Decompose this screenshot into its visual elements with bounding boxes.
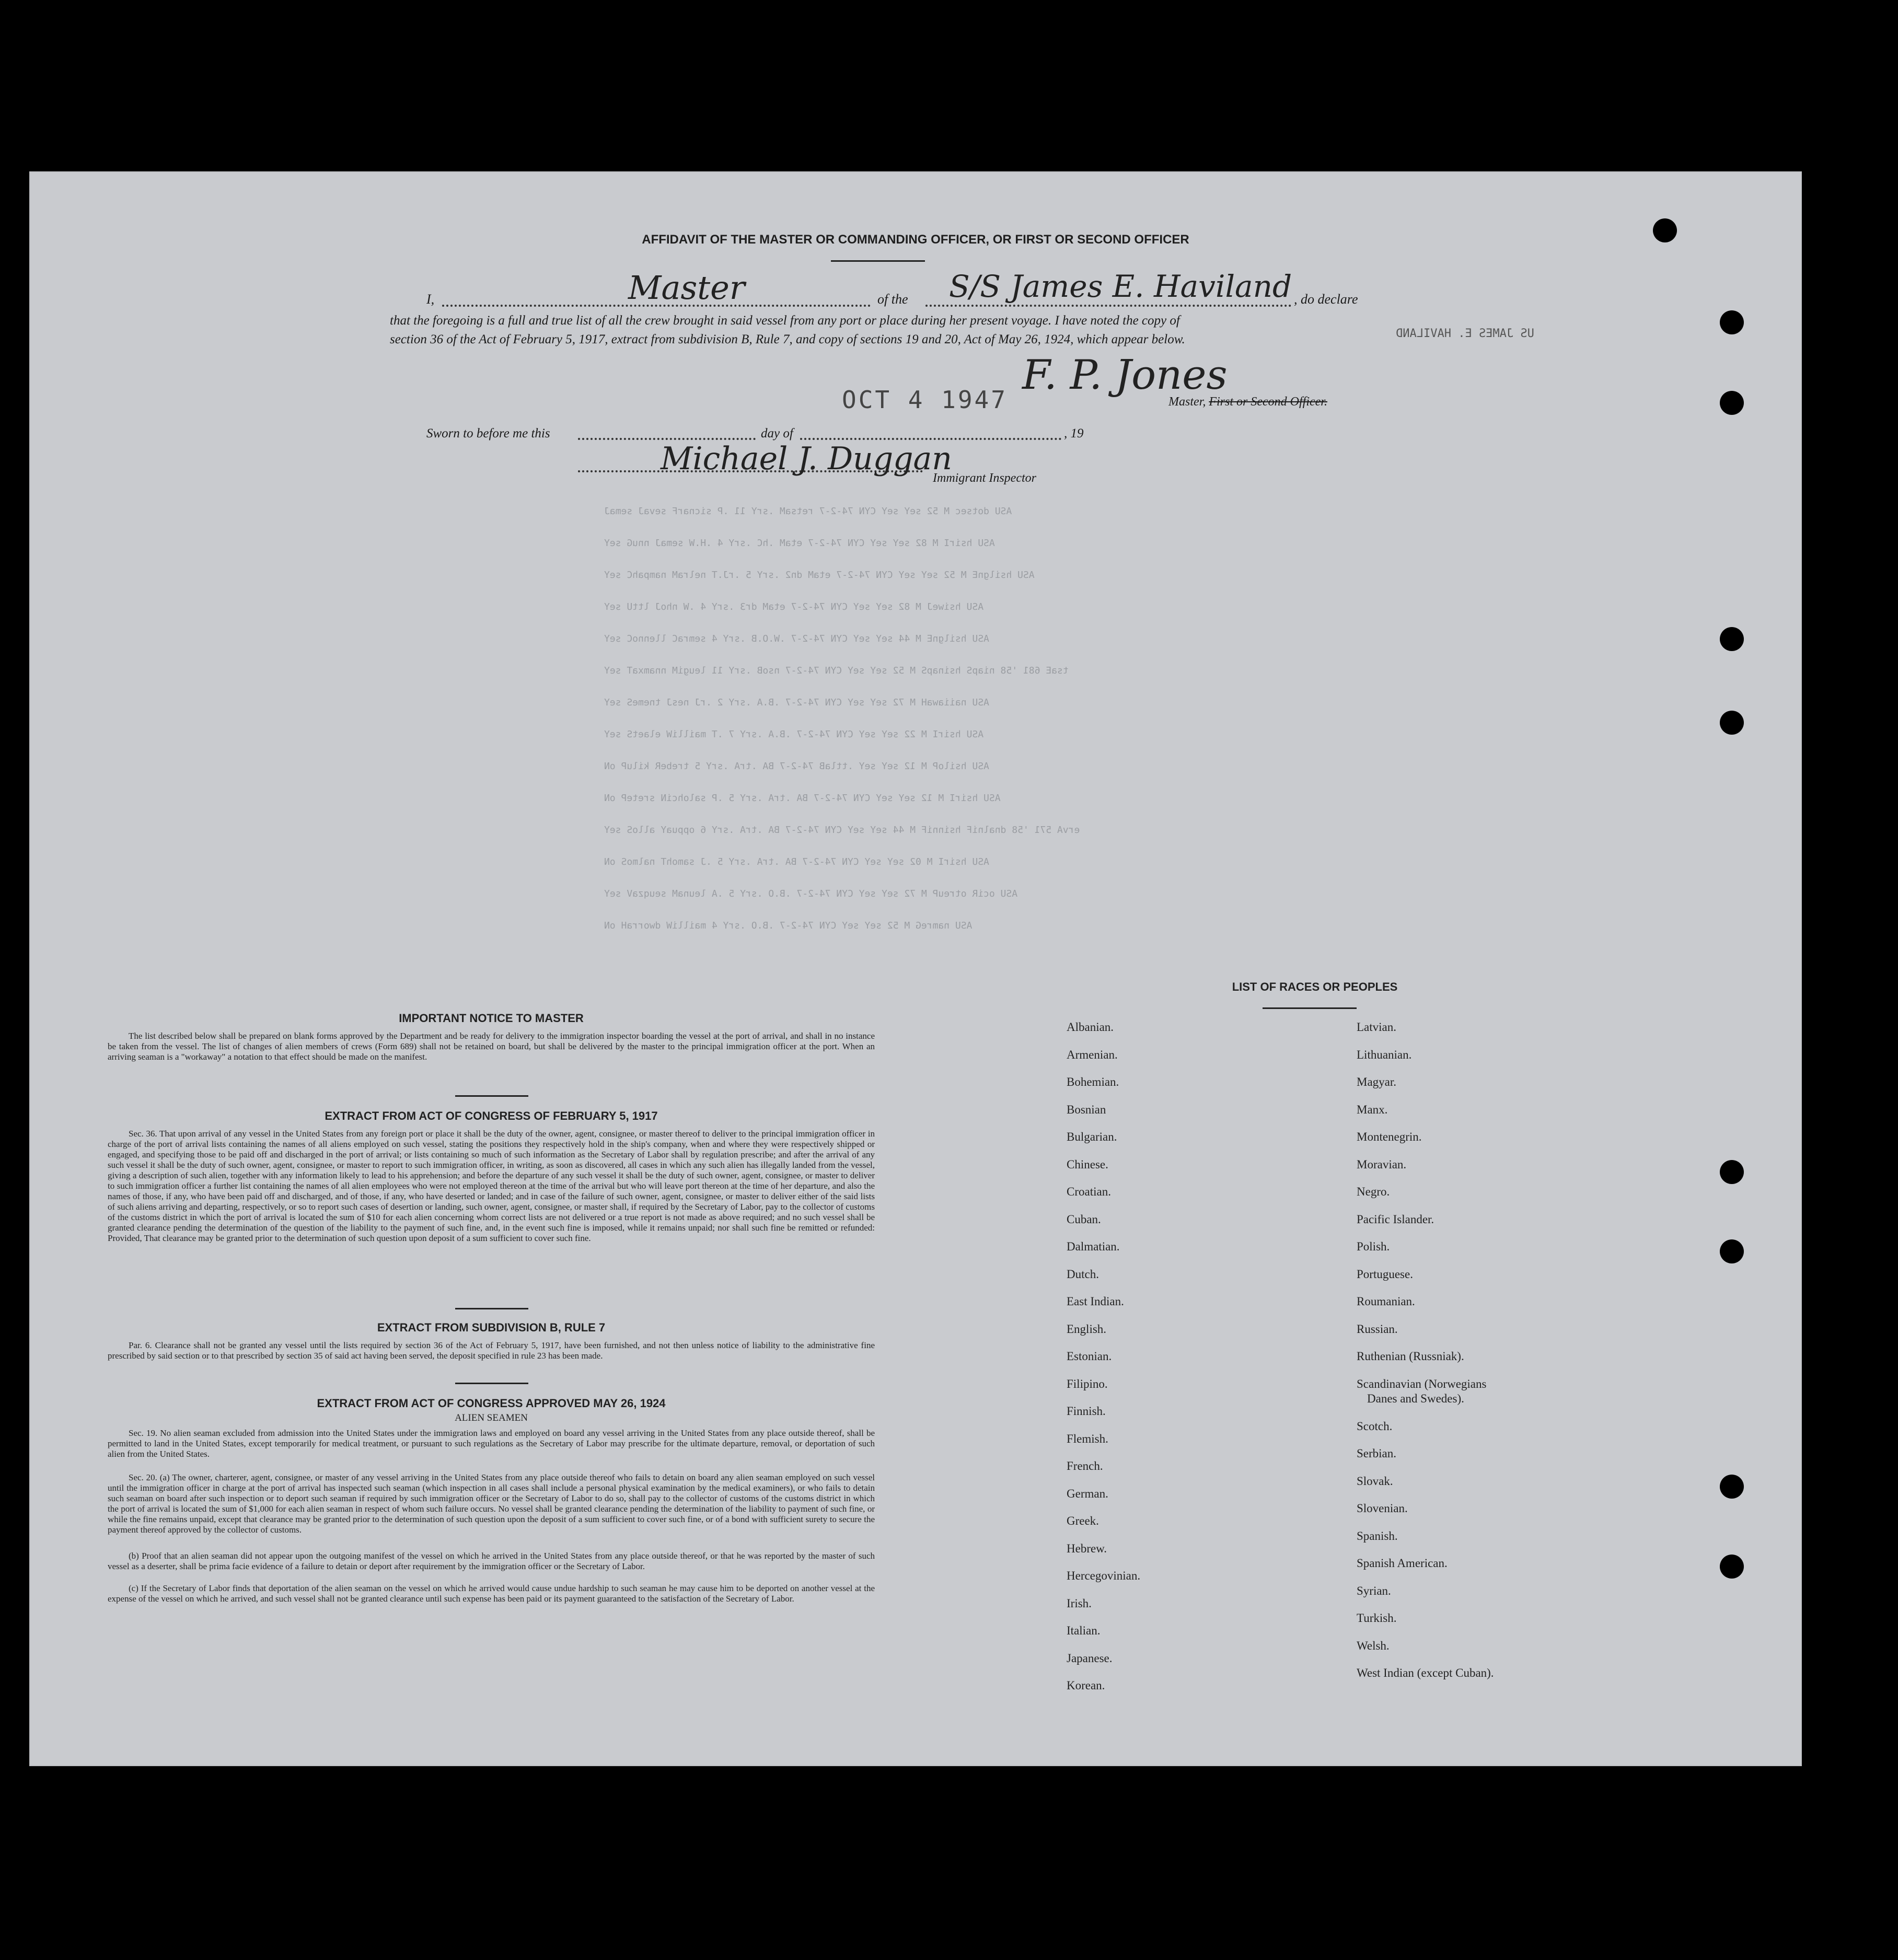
race-item: Flemish.: [1067, 1432, 1108, 1445]
ghost-row: ASU namreG M 52 seY seY CYN 74-2-7 .B.O .srY 4 mailliW dworraH oN: [604, 920, 973, 931]
ghost-row: ASU hsirI M 22 seY seY CYN 74-2-7 .B.A .srY 7 .T mailliW elaetS seY: [604, 729, 984, 740]
extract-1924-sec20b: (b) Proof that an alien seaman did not appear upon the outgoing manifest of the vessel on which he arrived in the United States from any place outside thereof, or that he was reported by the master of such vessel as a deserter, shall be prima facie evidence of a failure to detain or deport after requirement by the immigration officer or the Secretary of Labor.: [108, 1551, 875, 1571]
race-item: Cuban.: [1067, 1212, 1101, 1226]
race-item: Greek.: [1067, 1514, 1099, 1527]
binder-hole: [1720, 310, 1744, 334]
race-item: Bosnian: [1067, 1103, 1106, 1116]
race-item: Pacific Islander.: [1357, 1212, 1434, 1226]
extract-1924-sec20a: Sec. 20. (a) The owner, charterer, agent, consignee, or master of any vessel arriving in the United States from any place outside thereof who fails to detain on board any alien seaman employed on such vessel until the immigration officer in charge at the port of arrival has inspected such seaman (which inspection in all cases shall include a personal physical examination by the medical examiners), or who fails to detain such seaman on board after such inspection or to deport such seaman if required by such immigration officer or the Secretary of Labor to do so, shall pay to the collector of customs of the customs district in which the port of arrival is located the sum of $1,000 for each alien seaman in respect of whom such failure occurs. No vessel shall be granted clearance pending the determination of the liability to payment of such fine, or while the fine remains unpaid, except that clearance may be granted prior to the determination of such question upon the deposit of a sum sufficient to cover such fine, or of a bond with sufficient surety to secure the payment thereof approved by the collector of customs.: [108, 1472, 875, 1535]
binder-hole: [1653, 218, 1677, 242]
races-title: LIST OF RACES OR PEOPLES: [1232, 980, 1398, 993]
race-item: English.: [1067, 1322, 1107, 1336]
document-sheet: [29, 171, 1802, 1766]
signer-title: [1168, 395, 1327, 409]
extract-1924-sec20c: (c) If the Secretary of Labor finds that deportation of the alien seaman on the vessel on which he arrived would cause undue hardship to such seaman he may cause him to be deported on another vessel at the expense of the vessel on which he arrived, and such vessel shall not be granted clearance until such expense has been paid or its payment guaranteed to the satisfaction of the Secretary of Labor.: [108, 1583, 875, 1604]
extract-1917-text: Sec. 36. That upon arrival of any vessel in the United States from any foreign port or place it shall be the duty of the owner, agent, consignee, or master thereof to deliver to the principal immigration officer in charge of the port of arrival lists containing the names of all aliens employed on such vessel, stating the positions they respectively hold in the ship's company, when and where they were respectively shipped or engaged, and specifying those to be paid off and discharged in the port of arrival; or lists containing so much of such information as the Secretary of Labor shall by regulation prescribe; and after the arrival of any such vessel it shall be the duty of such owner, agent, consignee, or master to report to such immigration officer, in writing, as soon as discovered, all cases in which any such alien has illegally landed from the vessel, giving a description of such alien, together with any information likely to lead to his apprehension; and before the departure of any such vessel it shall be the duty of such owner, agent, consignee, or master to deliver to such immigration officer a further list containing the names of all alien employees who were not employed thereon at the time of the arrival but who will leave port thereon at the time of her departure, and also the names of those, if any, who have been paid off and discharged, and of those, if any, who have deserted or landed; and in case of the failure of such owner, agent, consignee, or master to deliver either of the said lists of such aliens arriving and departing, respectively, or so to report such cases of desertion or landing, such owner, agent, consignee, or master shall, if required by the Secretary of Labor, pay to the collector of customs of the customs district in which the port of arrival is located the sum of $10 for each alien concerning whom correct lists are not delivered or a true report is not made as above required; and no such vessel shall be granted clearance pending the determination of the question of the liability to the payment of such fine, and, in the event such fine is imposed, while it remains unpaid; nor shall such fine be remitted or refunded: Provided, That clearance may be granted prior to the determination of such question upon deposit of a sum sufficient to cover such fine.: [108, 1129, 875, 1243]
affidavit-title: AFFIDAVIT OF THE MASTER OR COMMANDING OFFICER, OR FIRST OR SECOND OFFICER: [642, 233, 1189, 247]
race-item: West Indian (except Cuban).: [1357, 1666, 1494, 1679]
race-item: Russian.: [1357, 1322, 1398, 1336]
race-item: Negro.: [1357, 1185, 1390, 1198]
inspector-signature: Michael J. Duggan: [661, 440, 952, 477]
race-item: Serbian.: [1357, 1447, 1397, 1460]
binder-hole: [1720, 1555, 1744, 1579]
race-item: Dutch.: [1067, 1267, 1099, 1281]
extract-rule7-title: EXTRACT FROM SUBDIVISION B, RULE 7: [377, 1321, 606, 1334]
race-item: Magyar.: [1357, 1075, 1397, 1088]
ghost-row: ASU ociR otreuP M 72 seY seY CYN 74-2-7 .B.O .srY 5 .A leunaM seuqzaV seY: [604, 888, 1018, 899]
inspector-caption: Immigrant Inspector: [933, 471, 1036, 485]
race-item: East Indian.: [1067, 1295, 1124, 1308]
race-item: Spanish.: [1357, 1529, 1398, 1543]
signer-struck: First or Second Officer.: [1209, 395, 1327, 409]
race-item: Spanish American.: [1357, 1557, 1448, 1570]
race-item: Manx.: [1357, 1103, 1388, 1116]
race-item: Portuguese.: [1357, 1267, 1413, 1281]
race-item: Estonian.: [1067, 1350, 1112, 1363]
race-item: Japanese.: [1067, 1651, 1113, 1665]
race-item: Ruthenian (Russniak).: [1357, 1350, 1464, 1363]
binder-hole: [1720, 711, 1744, 735]
extract-1924-subtitle: ALIEN SEAMEN: [455, 1412, 528, 1423]
race-item: Syrian.: [1357, 1584, 1391, 1597]
affidavit-line-3: section 36 of the Act of February 5, 1917, extract from subdivision B, Rule 7, and copy of sections 19 and 20, Act of May 26, 1924, which appear below.: [390, 332, 1185, 346]
race-item: Moravian.: [1357, 1157, 1407, 1171]
race-item: Latvian.: [1357, 1020, 1396, 1034]
race-item: Roumanian.: [1357, 1295, 1415, 1308]
race-item: Croatian.: [1067, 1185, 1111, 1198]
ghost-row: ASU dotsec M 52 seY seY CYN 74-2-7 retsaM .srY 11 .P sicnarF sevaJ semaJ: [604, 506, 1012, 517]
ghost-row: ASU hsirI M 02 seY seY CYN 74-2-7 BA .trA .srY 5 .J samohT nalmoS oN: [604, 856, 989, 867]
race-item: Italian.: [1067, 1624, 1101, 1637]
races-rule: [1263, 1007, 1357, 1009]
sworn-label: Sworn to before me this: [426, 426, 550, 440]
race-item: Filipino.: [1067, 1377, 1108, 1390]
sworn-day-dotline: [578, 438, 756, 440]
race-item: Albanian.: [1067, 1020, 1114, 1034]
year-label: , 19: [1064, 426, 1084, 440]
race-item: German.: [1067, 1487, 1108, 1500]
race-item: French.: [1067, 1459, 1103, 1472]
race-item: Slovenian.: [1357, 1502, 1408, 1515]
affidavit-i: I,: [426, 292, 435, 307]
race-item: Scandinavian (Norwegians: [1357, 1377, 1487, 1390]
master-signature: F. P. Jones: [1022, 352, 1228, 399]
race-item: Turkish.: [1357, 1611, 1397, 1625]
race-item: Irish.: [1067, 1596, 1092, 1610]
mirrored-vessel-name: US JAMES E. HAVILAND: [1396, 327, 1534, 340]
race-item: Dalmatian.: [1067, 1240, 1120, 1253]
sworn-month-dotline: [800, 438, 1061, 440]
ghost-row: tsaE 681 '58 niapS hsinapS M 52 seY seY CYN 74-2-7 nsoB .srY 11 leugiM nnamxaT seY: [604, 665, 1069, 676]
ghost-row: ervA 571 '58 dnalniF hsinniF M 44 seY seY CYN 74-2-7 BA .trA .srY 6 oppuaY alloS seY: [604, 825, 1080, 836]
race-item: Finnish.: [1067, 1405, 1106, 1418]
signer-master: Master,: [1168, 395, 1209, 409]
race-item: Montenegrin.: [1357, 1130, 1422, 1143]
affidavit-line-2: that the foregoing is a full and true list of all the crew brought in said vessel from any port or place during her present voyage. I have noted the copy of: [390, 314, 1180, 328]
date-stamp: OCT 4 1947: [842, 386, 1008, 414]
binder-hole: [1720, 1160, 1744, 1184]
rule-1: [455, 1095, 528, 1097]
race-item: Korean.: [1067, 1679, 1105, 1692]
race-item: Scotch.: [1357, 1419, 1393, 1433]
extract-1924-sec19: Sec. 19. No alien seaman excluded from admission into the United States under the immigration laws and employed on board any vessel arriving in the United States from any place outside thereof, shall be permitted to land in the United States, except temporarily for medical treatment, or pursuant to such regulations as the Secretary of Labor may prescribe for the ultimate departure, removal, or deportation of such alien from the United States.: [108, 1428, 875, 1459]
race-item: Chinese.: [1067, 1157, 1108, 1171]
extract-rule7-text: Par. 6. Clearance shall not be granted any vessel until the lists required by section 36 of the Act of February 5, 1917, have been furnished, and not then unless notice of liability to the administrative fine prescribed by said section or to that prescribed by section 35 of said act having been served, the deposit specified in rule 23 has been made.: [108, 1340, 875, 1361]
ghost-row: ASU hsilgnE M 44 seY seY CYN 74-2-7 .W.O.B .srY 4 semraC llennoC seY: [604, 633, 989, 644]
ghost-row: ASU hsirI M 12 seY seY CYN 74-2-7 BA .trA .srY 5 .P salohciN sreteP oN: [604, 793, 1001, 804]
race-item: Lithuanian.: [1357, 1048, 1412, 1061]
ghost-row: ASU hsiweJ M 82 seY seY CYN 74-2-7 etaM dr3 .srY 4 .W nhoJ lttU seY: [604, 601, 984, 612]
handwritten-vessel: S/S James E. Haviland: [949, 269, 1292, 304]
ghost-row: ASU hsilgnE M 52 seY seY CYN 74-2-7 etaM dn2 .srY 5 .rJ.T nelraM nampahC seY: [604, 570, 1035, 581]
binder-hole: [1720, 391, 1744, 415]
affidavit-declare: , do declare: [1294, 292, 1358, 307]
extract-1917-title: EXTRACT FROM ACT OF CONGRESS OF FEBRUARY 5, 1917: [325, 1109, 658, 1122]
notice-title: IMPORTANT NOTICE TO MASTER: [399, 1012, 584, 1025]
race-item: Armenian.: [1067, 1048, 1118, 1061]
day-of-label: day of: [761, 426, 793, 440]
race-item: Danes and Swedes).: [1367, 1392, 1464, 1405]
binder-hole: [1720, 627, 1744, 651]
race-item: Welsh.: [1357, 1639, 1390, 1652]
race-item: Bohemian.: [1067, 1075, 1119, 1088]
race-item: Hebrew.: [1067, 1541, 1107, 1555]
title-rule: [831, 260, 925, 262]
handwritten-rank: Master: [628, 269, 745, 307]
race-item: Slovak.: [1357, 1474, 1393, 1488]
extract-1924-title: EXTRACT FROM ACT OF CONGRESS APPROVED MAY 26, 1924: [317, 1397, 666, 1410]
ghost-row: ASU hsirI M 82 seY seY CYN 74-2-7 etaM .hC .srY 4 .H.W semaJ nnuG seY: [604, 538, 995, 549]
race-item: Polish.: [1357, 1240, 1390, 1253]
notice-text: The list described below shall be prepared on blank forms approved by the Department and be ready for delivery to the immigration inspector boarding the vessel at the port of arrival, and shall in no instance be taken from the vessel. The list of changes of alien members of crews (Form 689) shall not be retained on board, but shall be delivered by the master to the principal immigration officer at the port. When an arriving seaman is a "workaway" a notation to that effect should be made on the manifest.: [108, 1031, 875, 1062]
rule-3: [455, 1383, 528, 1384]
rule-2: [455, 1308, 528, 1309]
ghost-row: ASU naiiawaH M 72 seY seY CYN 74-2-7 .B.A .srY 2 .rJ nesJ tnemeS seY: [604, 697, 989, 708]
ghost-row: ASU hsiloP M 12 seY seY .ttlaB 74-2-7 BA .trA .srY 5 trebeR kiluP oN: [604, 761, 989, 772]
vessel-dotline: [925, 305, 1291, 307]
affidavit-of-the: of the: [877, 292, 908, 307]
binder-hole: [1720, 1239, 1744, 1263]
race-item: Bulgarian.: [1067, 1130, 1117, 1143]
race-item: Hercegovinian.: [1067, 1569, 1141, 1582]
binder-hole: [1720, 1475, 1744, 1499]
